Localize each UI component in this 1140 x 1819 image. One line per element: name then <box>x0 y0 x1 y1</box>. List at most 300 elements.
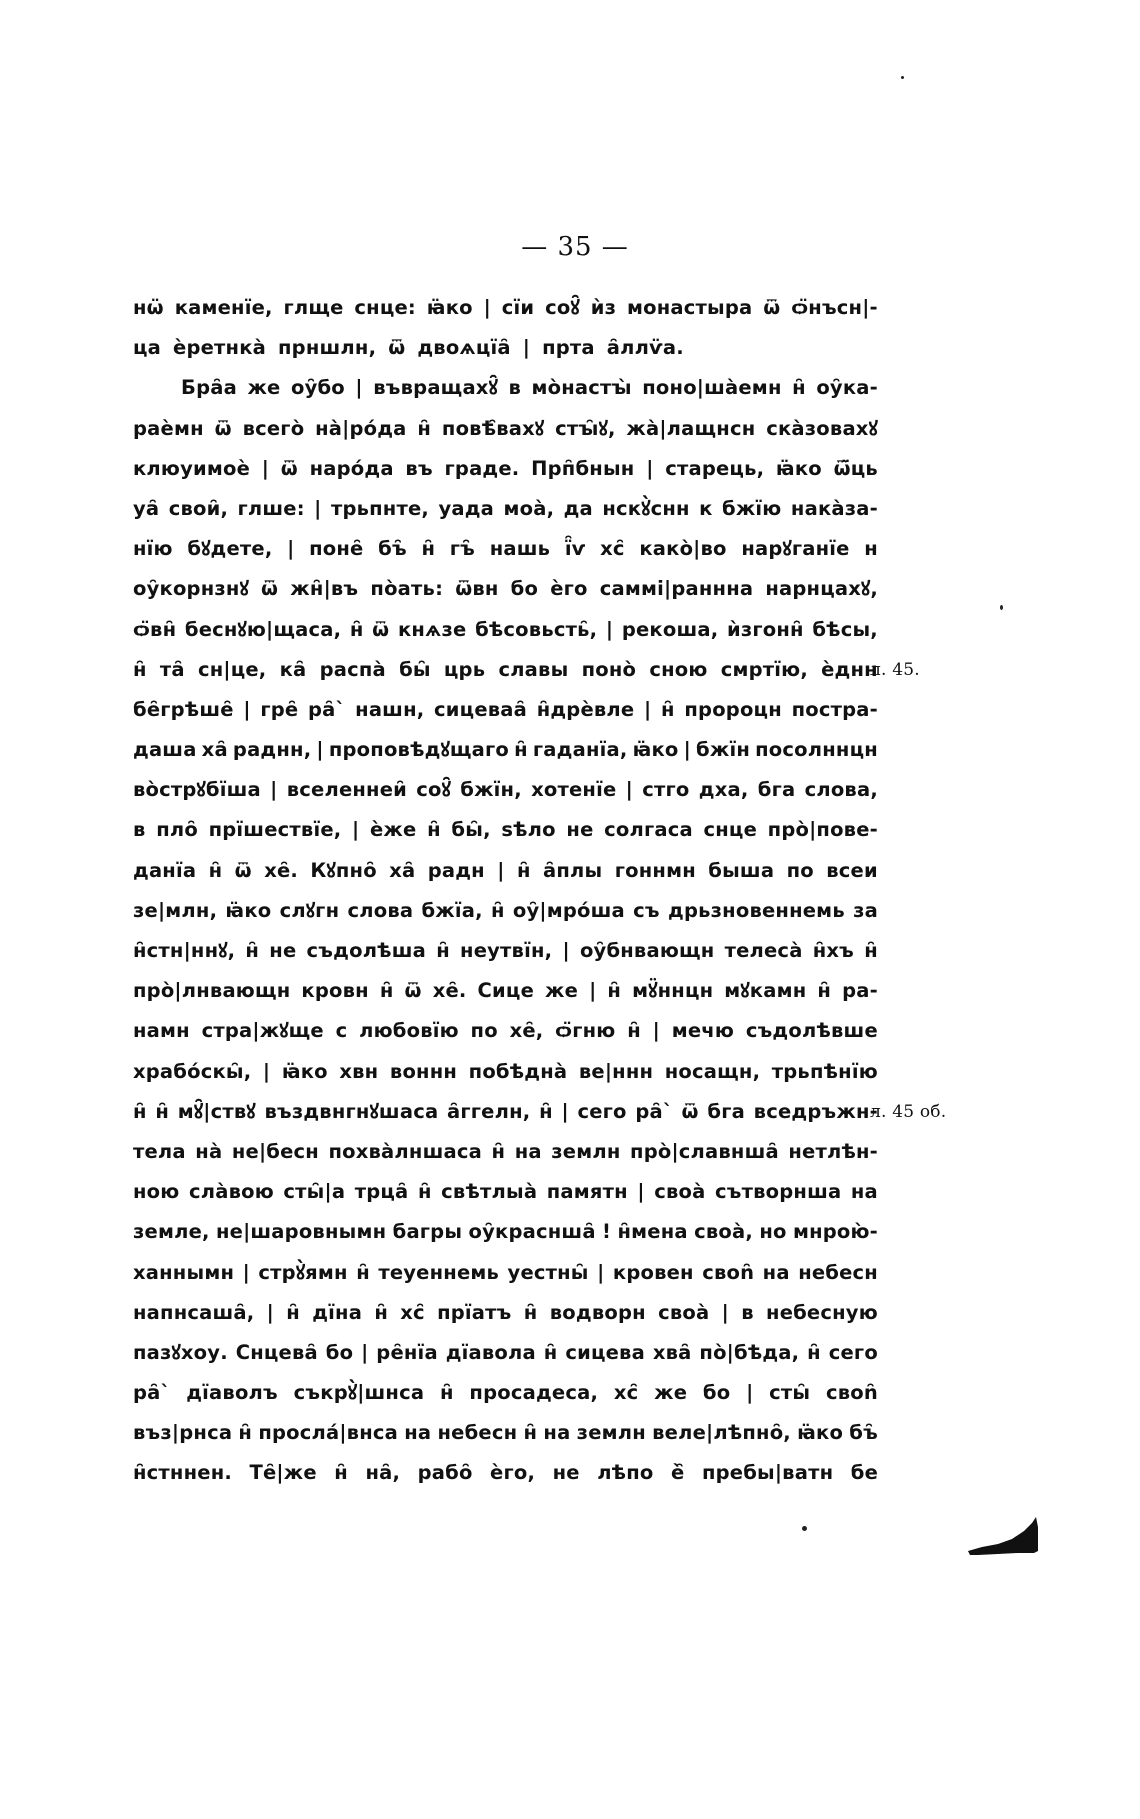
word: н̑ <box>379 979 394 1003</box>
word: на̀|ро́да <box>315 416 407 440</box>
word: | <box>287 537 295 561</box>
text-line <box>133 730 878 770</box>
word: оу̑краснша̑ <box>468 1220 596 1244</box>
word: ї̑ѵ <box>564 537 586 561</box>
word: ! <box>602 1220 612 1244</box>
word: н̑стн|ннꙋ, <box>133 939 236 962</box>
word: н̑ <box>439 1381 454 1405</box>
word: даша <box>133 738 197 762</box>
word: ве|ннн <box>578 1059 654 1083</box>
word: всего̀ <box>242 416 305 440</box>
word: а̑ллѵ̈а. <box>606 336 684 360</box>
word: н̑ <box>523 1300 538 1324</box>
word: | <box>242 1260 250 1284</box>
text-line <box>133 690 878 730</box>
word: бжїн, <box>460 778 522 802</box>
word: граде. <box>444 456 520 480</box>
word: | <box>561 1099 569 1123</box>
word: уада <box>438 496 495 520</box>
word: н̑ <box>543 1340 558 1364</box>
word: напнсаша̑, <box>133 1300 255 1324</box>
word: во̀стрꙋбїша <box>133 778 261 802</box>
text-line <box>133 1052 878 1092</box>
ink-speck <box>802 1526 807 1531</box>
word: | <box>646 456 654 480</box>
word: проповѣдꙋщаго <box>328 738 510 762</box>
word: нарꙋганїе <box>741 537 850 561</box>
word: уа̑ <box>133 496 160 520</box>
word: тела <box>133 1139 186 1163</box>
word: своn̑ <box>702 1260 755 1284</box>
word: н̑ <box>627 1019 641 1043</box>
word: а̑ггелн, <box>447 1099 531 1123</box>
word: храбо́скы̑, <box>133 1059 252 1083</box>
word: всеи <box>826 858 878 882</box>
word: беснꙋю|щаса, <box>184 617 342 641</box>
word: хе̑. <box>264 858 299 882</box>
word: мечю <box>671 1019 735 1043</box>
word: н̑ <box>864 939 878 962</box>
word: прншлн, <box>278 336 377 360</box>
word: црь <box>443 657 486 681</box>
word: н̑ <box>491 1139 506 1163</box>
word: мꙋ̈ннцн <box>632 979 714 1003</box>
word: на̑, <box>365 1461 401 1485</box>
text-line <box>133 1172 878 1212</box>
word: моа̀, <box>503 496 555 520</box>
word: бе <box>850 1461 878 1485</box>
word: ѐ̑ <box>671 1461 685 1485</box>
word: | <box>597 1260 605 1284</box>
ink-smudge-mark <box>968 1517 1040 1559</box>
word: стго <box>642 778 690 802</box>
word: бы̑, <box>451 818 491 842</box>
word: радн <box>427 858 485 882</box>
word: | <box>721 1300 729 1324</box>
text-line <box>133 288 878 328</box>
word: ѿ <box>388 336 406 360</box>
word: за <box>853 898 878 922</box>
word: ѿ <box>261 577 279 601</box>
word: н̑ <box>436 939 450 962</box>
word: ра̑` <box>133 1381 171 1405</box>
word: небесн <box>437 1421 518 1445</box>
word: бжїа, <box>421 898 483 922</box>
word: вседръжн- <box>753 1099 878 1123</box>
word: пло̑ <box>156 818 198 842</box>
word: н̑ <box>807 1340 821 1364</box>
word: кровн <box>301 979 369 1003</box>
word: бы̑ <box>399 657 431 681</box>
word: оу̑бо <box>290 376 345 400</box>
word: н̑ <box>374 1300 389 1324</box>
word: сицеваа̑ <box>434 697 528 721</box>
word: трьпнте, <box>330 496 430 520</box>
word: своа̀ <box>654 1180 706 1204</box>
word: стра|жꙋще <box>201 1019 324 1043</box>
word: | <box>522 336 531 360</box>
word: н̑ <box>238 1421 253 1445</box>
word: дрьзновеннемь <box>668 898 845 922</box>
word: мо̀настꙑ̀ <box>531 376 632 400</box>
text-line <box>133 1253 878 1293</box>
word: | <box>361 1340 369 1364</box>
word: Бра̑а <box>181 376 237 400</box>
word: ха̑ <box>201 738 228 762</box>
word: Прп̑бнын <box>531 456 635 480</box>
word: прта <box>542 336 595 360</box>
word: с <box>335 1019 348 1043</box>
word: дха, <box>698 778 749 802</box>
word: н̑ <box>417 1180 432 1204</box>
word: побѣдна̀ <box>468 1059 568 1083</box>
word: пророцн <box>684 697 782 721</box>
word: н̑ <box>607 979 622 1003</box>
word: двоѧцїа̑ <box>417 336 511 360</box>
word: ѐго <box>550 577 588 601</box>
word: сты̑|а <box>283 1180 346 1204</box>
word: землн <box>576 1421 646 1445</box>
folio-margin-note: л. 45 об. <box>870 1101 947 1122</box>
word: стꙑ̑ꙋ, <box>555 416 616 440</box>
word: же <box>654 1381 688 1405</box>
word: | <box>314 496 322 520</box>
word: поно̀ <box>581 657 637 681</box>
word: н̑ <box>490 898 505 922</box>
word: сїи <box>501 296 535 319</box>
word: в <box>741 1300 754 1324</box>
word: ꙗ̈ко <box>797 1421 844 1445</box>
word: ꙗ̈ко <box>775 456 822 480</box>
word: своn̑ <box>826 1381 878 1405</box>
word: н̑ <box>417 416 432 440</box>
text-line <box>133 851 878 891</box>
word: бъ̑ <box>378 537 407 561</box>
word: дїаволъ <box>186 1381 278 1405</box>
word: како̀|во <box>639 537 727 561</box>
word: | <box>683 738 691 762</box>
word: небесн <box>798 1260 878 1284</box>
page-number: — 35 — <box>521 232 629 262</box>
text-line <box>133 891 878 931</box>
text-line <box>133 1373 878 1413</box>
body-text <box>133 288 947 1494</box>
word: на <box>543 1421 571 1445</box>
word: багры <box>392 1220 463 1244</box>
word: н <box>864 537 878 561</box>
word: пребы|ватн <box>701 1461 834 1485</box>
word: ѿвн <box>455 577 499 601</box>
word: хс̑ <box>613 1381 639 1405</box>
word: нїю <box>133 537 173 561</box>
word: оу̑ка- <box>816 376 878 400</box>
word: неутвїн, <box>460 939 553 962</box>
word: н̑ <box>516 858 531 882</box>
word: | <box>243 697 251 721</box>
word: не <box>566 818 594 842</box>
word: | <box>352 818 360 842</box>
word: бе̑грѣше̑ <box>133 697 234 721</box>
word: хе̑. <box>432 979 467 1003</box>
word: про̀|лнвающн <box>133 979 291 1003</box>
word: н̑дрѐвле <box>536 697 635 721</box>
word: хва̑ <box>652 1340 692 1364</box>
word: н̑мена <box>617 1220 688 1244</box>
word: мнрою̀- <box>792 1220 878 1244</box>
word: ха̑ <box>389 858 416 882</box>
word: съдолѣвше <box>745 1019 878 1043</box>
text-line <box>133 931 878 971</box>
word: прїшествїе, <box>208 818 342 842</box>
word: жн̑|въ <box>290 577 359 601</box>
text-line <box>133 810 878 850</box>
word: бга <box>707 1099 745 1123</box>
word: на <box>762 1260 790 1284</box>
word: ханнымн <box>133 1260 235 1284</box>
word: ѿ <box>404 979 422 1003</box>
word: нетлѣн- <box>788 1139 878 1163</box>
word: н̑ <box>286 1300 300 1324</box>
word: про̀|пове- <box>767 818 878 842</box>
word: нарнцахꙋ, <box>765 577 878 601</box>
word: распа̀ <box>319 657 386 681</box>
word: же <box>545 979 579 1003</box>
word: солгаса <box>604 818 693 842</box>
word: ра̑` <box>308 697 346 721</box>
word: своа̀ <box>658 1300 710 1324</box>
word: соꙋ̑ <box>416 778 451 802</box>
word: | <box>562 939 570 962</box>
word: кровен <box>612 1260 694 1284</box>
word: ꙗ̈ко <box>281 1059 328 1083</box>
word: хс̑ <box>600 537 625 561</box>
ink-speck <box>1000 605 1003 610</box>
word: сты̑ <box>769 1381 811 1405</box>
word: гоннмн <box>614 858 696 882</box>
word: н̑ <box>539 1099 553 1123</box>
word: уестны̑ <box>507 1260 589 1284</box>
word: н̑ <box>817 979 832 1003</box>
word: а̑плы <box>543 858 603 882</box>
word: въз|рнса <box>133 1421 233 1445</box>
word: ска̀зовахꙋ <box>766 416 878 440</box>
word: но <box>759 1220 787 1244</box>
word: ца <box>133 336 162 360</box>
word: кнѧзе <box>397 617 467 641</box>
word: бѣсовьсть̑, <box>475 617 598 641</box>
word: бъ̑ <box>849 1421 878 1445</box>
word: | <box>746 1381 754 1405</box>
word: по <box>470 1019 498 1043</box>
word: про̀|славнша̑ <box>630 1139 779 1163</box>
word: повѣ̑вахꙋ <box>441 416 545 440</box>
word: | <box>261 456 270 480</box>
word: | <box>355 376 363 400</box>
word: бо <box>702 1381 731 1405</box>
word: славы <box>498 657 569 681</box>
word: на <box>850 1180 878 1204</box>
word: | <box>644 697 652 721</box>
word: н̑ <box>349 617 364 641</box>
word: да <box>563 496 593 520</box>
word: ꙗ̈ко <box>632 738 679 762</box>
word: ѕѣло <box>501 818 556 842</box>
word: сицева <box>565 1340 645 1364</box>
word: трца̑ <box>354 1180 409 1204</box>
word: бо <box>510 577 539 601</box>
word: небесную <box>766 1300 878 1324</box>
word: нашь <box>489 537 551 561</box>
text-line <box>133 409 878 449</box>
word: поне̑ <box>309 537 364 561</box>
word: ною <box>133 1180 180 1204</box>
word: не <box>552 1461 580 1485</box>
word: на <box>514 1139 542 1163</box>
word: похва̀лншаса <box>328 1139 482 1163</box>
word: | <box>625 778 633 802</box>
word: оу̑|мро́ша <box>512 898 625 922</box>
word: зе|млн, <box>133 898 218 922</box>
word: нѡ̈ <box>133 296 164 319</box>
word: хвн <box>339 1059 379 1083</box>
text-line <box>133 328 878 368</box>
text-line <box>133 569 878 609</box>
word: в <box>133 818 146 842</box>
word: старець, <box>665 456 765 480</box>
word: Снцева̑ <box>235 1340 318 1364</box>
word: н̑ <box>792 376 806 400</box>
word: ѻ̈вн̑ <box>133 617 177 641</box>
word: земле, <box>133 1220 210 1244</box>
text-line <box>133 1212 878 1252</box>
word: по̀|бѣда, <box>699 1340 800 1364</box>
word: ѿ <box>280 456 298 480</box>
word: | <box>637 1180 645 1204</box>
word: ка̑ <box>279 657 307 681</box>
word: съдолѣша <box>306 939 427 962</box>
word: ѝз <box>590 296 617 319</box>
word: н̑ <box>245 939 260 962</box>
word: ѐднн <box>821 657 878 681</box>
word: н̑ <box>421 537 436 561</box>
word: теуеннемь <box>378 1260 500 1284</box>
word: на <box>404 1421 432 1445</box>
word: | <box>266 1300 274 1324</box>
word: же <box>247 376 281 400</box>
word: не|бесн <box>231 1139 319 1163</box>
word: водворн <box>549 1300 646 1324</box>
word: свѣтлыа̀ <box>441 1180 538 1204</box>
word: н̑ <box>155 1099 170 1123</box>
word: наро́да <box>309 456 394 480</box>
word: памятн <box>546 1180 628 1204</box>
word: слова <box>347 898 414 922</box>
word: | <box>652 1019 660 1043</box>
word: вселеннеи̑ <box>286 778 408 802</box>
word: клюуимоѐ <box>133 456 251 480</box>
word: ꙗ̈ко <box>225 898 272 922</box>
text-line <box>133 489 878 529</box>
word: ѿ <box>763 296 781 319</box>
word: смртїю, <box>720 657 808 681</box>
word: | <box>270 778 278 802</box>
word: ѿ <box>214 416 232 440</box>
word: по̀ать: <box>370 577 444 601</box>
word: ѻ̈гню <box>555 1019 616 1043</box>
text-line <box>133 529 878 569</box>
word: бꙋдете, <box>187 537 273 561</box>
word: н̑ <box>133 1099 147 1123</box>
word: раднн, <box>232 738 312 762</box>
word: | <box>316 738 324 762</box>
word: въздвнгнꙋшаса <box>264 1099 439 1123</box>
word: сего <box>577 1099 627 1123</box>
word: н̑ <box>661 697 675 721</box>
word: ре̑нїа <box>376 1340 438 1364</box>
text-line <box>133 1132 878 1172</box>
word: н̑ <box>208 858 223 882</box>
word: нака̀за- <box>790 496 878 520</box>
text-line <box>133 971 878 1011</box>
word: сла̀вою <box>188 1180 274 1204</box>
text-line <box>133 368 878 408</box>
word: н̑ <box>334 1461 348 1485</box>
text-line <box>133 449 878 489</box>
word: Кꙋпно̑ <box>310 858 377 882</box>
text-line <box>133 1293 878 1333</box>
word: н̑стннен. <box>133 1461 232 1485</box>
word: нскꙋ̀снн <box>602 496 690 520</box>
word: к <box>699 496 713 520</box>
word: сего <box>828 1340 878 1364</box>
text-line <box>133 1011 878 1051</box>
word: стрꙋ̀ямн <box>258 1260 348 1284</box>
word: ѿ <box>681 1099 699 1123</box>
word: ѻ̈нъсн|- <box>791 296 878 319</box>
word: н̑ <box>514 738 528 762</box>
word: бжїю <box>722 496 782 520</box>
word: снце: <box>354 296 416 319</box>
word: н̑ <box>356 1260 370 1284</box>
word: нашн, <box>355 697 425 721</box>
word: | <box>605 617 614 641</box>
word: свои̑, <box>168 496 229 520</box>
word: слова, <box>804 778 878 802</box>
text-line <box>133 770 878 810</box>
word: своа̀, <box>694 1220 753 1244</box>
word: не|шаровнымн <box>215 1220 387 1244</box>
text-line <box>133 650 920 690</box>
word: сн|це, <box>197 657 267 681</box>
word: трьпѣнїю <box>771 1059 878 1083</box>
word: сною <box>649 657 708 681</box>
word: хотенїе <box>531 778 617 802</box>
word: бо <box>325 1340 354 1364</box>
word: телеса̀ <box>724 939 803 962</box>
word: носащн, <box>664 1059 761 1083</box>
word: пазꙋхоу. <box>133 1340 228 1364</box>
word: ѿ <box>372 617 390 641</box>
word: ꙗ̈ко <box>426 296 473 319</box>
word: н̑ <box>133 657 147 681</box>
word: | <box>262 1059 271 1083</box>
word: слꙋгн <box>279 898 340 922</box>
word: быша <box>708 858 775 882</box>
word: прїатъ <box>437 1300 512 1324</box>
ink-speck <box>901 76 904 79</box>
word: любовїю <box>359 1019 459 1043</box>
word: в <box>508 376 521 400</box>
